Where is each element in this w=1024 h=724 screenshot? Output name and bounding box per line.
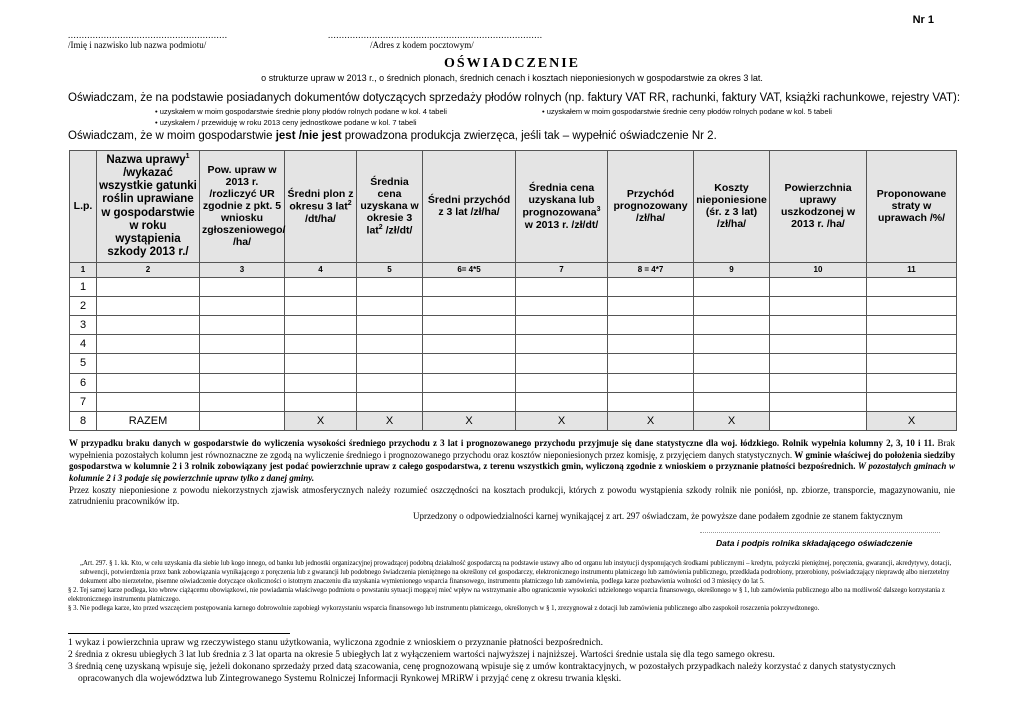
column-number-9: 9 [694, 262, 770, 277]
confirmation-statement: Uprzedzony o odpowiedzialności karnej wynikającej z art. 297 oświadczam, że powyższe dane podałem zgodnie ze stanem faktycznym [413, 511, 903, 521]
bullet-yields[interactable]: • uzyskałem w moim gospodarstwie średnie plony płodów rolnych podane w kol. 4 tabeli [155, 107, 447, 116]
table-cell[interactable] [516, 392, 608, 411]
address-field-label: /Adres z kodem pocztowym/ [370, 40, 474, 50]
row-number: 1 [70, 277, 97, 296]
signature-line[interactable] [700, 532, 940, 533]
table-cell[interactable] [867, 296, 957, 315]
column-number-8: 8 = 4*7 [608, 262, 694, 277]
bullet-unit-prices[interactable]: • uzyskałem / przewiduję w roku 2013 ceny jednostkowe podane w kol. 7 tabeli [155, 118, 417, 127]
notes-bold-1: W przypadku braku danych w gospodarstwie do wyliczenia wysokości średniego przychodu z 3 lat i prognozowanego przychodu przyjmuje się dane statystyczne dla woj. łódzkiego. Rolnik wypełnia kolumny 2, 3, 10 i 11. [69, 438, 935, 448]
column-number-6: 6= 4*5 [423, 262, 516, 277]
row-number: 6 [70, 373, 97, 392]
table-cell[interactable] [285, 392, 357, 411]
table-cell[interactable] [608, 315, 694, 334]
notes-paragraph-2: Przez koszty nieponiesione z powodu niekorzystnych zjawisk atmosferycznych należy rozumieć oszczędności na kosztach produkcji, których z powodu wystąpienia szkody rolnik nie poniósł, np. zbiorze, transporcie, magazynowaniu, nie zatrudnieniu pracowników itp. [69, 484, 955, 507]
table-cell[interactable] [357, 392, 423, 411]
table-cell[interactable] [608, 296, 694, 315]
name-field-dots[interactable]: .......................................................... [68, 30, 228, 40]
table-cell[interactable] [357, 277, 423, 296]
table-cell[interactable] [285, 335, 357, 354]
table-cell[interactable] [770, 373, 867, 392]
table-cell[interactable] [867, 335, 957, 354]
table-cell[interactable] [423, 392, 516, 411]
table-cell[interactable] [97, 335, 200, 354]
column-header-8: Przychód prognozowany /zł/ha/ [608, 151, 694, 263]
row-number: 4 [70, 335, 97, 354]
total-cell[interactable] [200, 411, 285, 430]
table-cell[interactable] [867, 277, 957, 296]
column-header-5: Średnia cena uzyskana w okresie 3 lat$^2$ /zł/dt/ [357, 151, 423, 263]
table-cell[interactable] [608, 277, 694, 296]
document-number: Nr 1 [912, 14, 934, 26]
table-cell[interactable] [694, 296, 770, 315]
table-cell[interactable] [867, 373, 957, 392]
total-cell: X [423, 411, 516, 430]
column-number-7: 7 [516, 262, 608, 277]
row-number: 3 [70, 315, 97, 334]
table-cell[interactable] [97, 392, 200, 411]
total-cell: X [608, 411, 694, 430]
total-cell: X [516, 411, 608, 430]
table-cell[interactable] [285, 296, 357, 315]
column-header-7: Średnia cena uzyskana lub prognozowana$^3$ w 2013 r. /zł/dt/ [516, 151, 608, 263]
column-header-3: Pow. upraw w 2013 r. /rozliczyć UR zgodnie z pkt. 5 wniosku zgłoszeniowego/ /ha/ [200, 151, 285, 263]
signature-label: Data i podpis rolnika składającego oświadczenie [716, 538, 913, 548]
table-cell[interactable] [516, 315, 608, 334]
footnote-rule [68, 633, 290, 634]
column-header-2: Nazwa uprawy$^1$ /wykazać wszystkie gatunki roślin uprawiane w gospodarstwie w roku wystąpienia szkody 2013 r./ [97, 151, 200, 263]
table-cell[interactable] [770, 354, 867, 373]
table-cell[interactable] [867, 354, 957, 373]
legal-art-297: „Art. 297. § 1. kk. Kto, w celu uzyskania dla siebie lub kogo innego, od banku lub jednostki organizacyjnej prowadzącej podobną działalność gospodarczą na podstawie ustawy albo od organu lub instytucji dysponujących środkami publicznymi – kredytu, pożyczki pieniężnej, poręczenia, gwarancji, akredytywy, dotacji, subwencji, potwierdzenia przez bank zobowiązania wynikającego z poręczenia lub z gwarancji lub podobnego świadczenia pieniężnego na określony cel gospodarczy, elektronicznego instrumentu płatniczego lub zamówienia publicznego, przedkłada podrobiony, przerobiony, poświadczający nieprawdę albo nierzetelny dokument albo nierzetelne, pisemne oświadczenie dotyczące okoliczności o istotnym znaczeniu dla uzyskania wymienionego wsparcia finansowego, instrumentu płatniczego lub zamówienia, podlega karze pozbawienia wolności od 3 miesięcy do lat 5. [80, 560, 952, 585]
table-cell[interactable] [97, 354, 200, 373]
footnote-3-continued: opracowanych dla województwa lub Zintegrowanego Systemu Rolniczej Informacji Rynkowej MRiRW i przyjąć cenę z okresu trwania klęski. [78, 673, 622, 684]
table-cell[interactable] [608, 335, 694, 354]
table-cell[interactable] [97, 373, 200, 392]
column-numbers-row [70, 262, 957, 277]
table-cell[interactable] [694, 277, 770, 296]
table-cell[interactable] [694, 335, 770, 354]
address-field-dots[interactable]: .............................................................................. [328, 30, 543, 40]
table-cell[interactable] [97, 296, 200, 315]
table-cell[interactable] [770, 277, 867, 296]
table-row [70, 296, 957, 315]
notes-paragraph-1 [69, 438, 955, 485]
page-title: OŚWIADCZENIE [443, 56, 581, 71]
table-cell[interactable] [200, 315, 285, 334]
column-header-1: L.p. [70, 151, 97, 263]
bullet-unit-prices-text: uzyskałem / przewiduję w roku 2013 ceny jednostkowe podane w kol. 7 tabeli [159, 118, 417, 127]
column-header-10: Powierzchnia uprawy uszkodzonej w 2013 r. /ha/ [770, 151, 867, 263]
table-cell[interactable] [770, 392, 867, 411]
total-cell[interactable] [770, 411, 867, 430]
column-number-10: 10 [770, 262, 867, 277]
table-cell[interactable] [200, 392, 285, 411]
table-cell[interactable] [423, 335, 516, 354]
total-label: RAZEM [97, 411, 200, 430]
column-number-11: 11 [867, 262, 957, 277]
table-cell[interactable] [423, 277, 516, 296]
column-header-9: Koszty nieponiesione (śr. z 3 lat) /zł/ha/ [694, 151, 770, 263]
table-cell[interactable] [770, 296, 867, 315]
table-cell[interactable] [357, 296, 423, 315]
table-row [70, 392, 957, 411]
declaration-livestock-option[interactable]: jest /nie jest [275, 130, 342, 142]
declaration-sales: Oświadczam, że na podstawie posiadanych dokumentów dotyczących sprzedaży płodów rolnych (np. faktury VAT RR, rachunki, faktury VAT, książki rachunkowe, rejestry VAT): [68, 92, 961, 104]
table-cell[interactable] [516, 373, 608, 392]
table-cell[interactable] [608, 354, 694, 373]
table-cell[interactable] [200, 335, 285, 354]
column-number-2: 2 [97, 262, 200, 277]
table-cell[interactable] [608, 373, 694, 392]
table-cell[interactable] [694, 392, 770, 411]
table-cell[interactable] [867, 392, 957, 411]
table-row [70, 335, 957, 354]
table-row [70, 315, 957, 334]
row-number: 2 [70, 296, 97, 315]
table-cell[interactable] [516, 296, 608, 315]
row-number: 5 [70, 354, 97, 373]
table-cell[interactable] [423, 296, 516, 315]
table-cell[interactable] [423, 373, 516, 392]
footnote-3: 3 średnią cenę uzyskaną wpisuje się, jeżeli dokonano sprzedaży przed datą szacowania, cenę prognozowaną wpisuje się z umów kontraktacyjnych, w pozostałych przypadkach należy korzystać z danych statystycznych [68, 661, 896, 672]
notes-italic-1: W pozostałych gminach w kolumnie 2 i 3 podaje się powierzchnie upraw tylko z danej gminy. [69, 461, 955, 484]
row-number: 7 [70, 392, 97, 411]
notes-section [69, 438, 955, 508]
legal-paragraph-3: § 3. Nie podlega karze, kto przed wszczęciem postępowania karnego dobrowolnie zapobiegł wykorzystaniu wsparcia finansowego lub instrumentu płatniczego, określonych w § 1, zrezygnował z dotacji lub zamówienia publicznego albo zaspokoił roszczenia pokrzywdzonego. [68, 604, 820, 612]
table-cell[interactable] [97, 315, 200, 334]
table-cell[interactable] [285, 277, 357, 296]
name-field-label: /Imię i nazwisko lub nazwa podmiotu/ [68, 40, 207, 50]
table-cell[interactable] [867, 315, 957, 334]
table-cell[interactable] [357, 354, 423, 373]
bullet-prices[interactable]: • uzyskałem w moim gospodarstwie średnie ceny płodów rolnych podane w kol. 5 tabeli [542, 107, 832, 116]
footnote-1: 1 wykaz i powierzchnia upraw wg rzeczywistego stanu użytkowania, wyliczona zgodnie z wnioskiem o przyznanie płatności bezpośrednich. [68, 638, 603, 648]
crop-table [69, 150, 957, 431]
table-row [70, 373, 957, 392]
table-cell[interactable] [770, 335, 867, 354]
notes-normal-1: Brak wypełnienia pozostałych kolumn jest równoznaczne ze zgodą na wyliczenie średniego i prognozowanego przychodu oraz kosztów nieponiesionych przez komisję, z przyjęciem danych statystycznych. [69, 438, 955, 460]
column-number-1: 1 [70, 262, 97, 277]
footnotes [68, 638, 958, 686]
bullet-prices-text: uzyskałem w moim gospodarstwie średnie ceny płodów rolnych podane w kol. 5 tabeli [546, 107, 832, 116]
table-cell[interactable] [694, 315, 770, 334]
page-subtitle: o strukturze upraw w 2013 r., o średnich plonach, średnich cenach i kosztach nieponiesionych w gospodarstwie za okres 3 lat. [261, 73, 763, 83]
table-cell[interactable] [516, 354, 608, 373]
total-cell: X [285, 411, 357, 430]
table-cell[interactable] [285, 354, 357, 373]
declaration-livestock-suffix: prowadzona produkcja zwierzęca, jeśli tak – wypełnić oświadczenie Nr 2. [341, 130, 717, 142]
table-cell[interactable] [694, 373, 770, 392]
table-cell[interactable] [97, 277, 200, 296]
table-row [70, 277, 957, 296]
table-cell[interactable] [423, 315, 516, 334]
table-cell[interactable] [200, 373, 285, 392]
column-header-4: Średni plon z okresu 3 lat$^2$ /dt/ha/ [285, 151, 357, 263]
legal-paragraph-2: § 2. Tej samej karze podlega, kto wbrew ciążącemu obowiązkowi, nie powiadamia właściwego podmiotu o powstaniu sytuacji mogącej mieć wpływ na wstrzymanie albo ograniczenie wysokości udzielonego wsparcia finansowego, określonego w § 1, lub zamówienia publicznego albo na możliwość dalszego korzystania z elektronicznego instrumentu płatniczego. [68, 586, 945, 603]
total-cell: X [867, 411, 957, 430]
column-header-11: Proponowane straty w uprawach /%/ [867, 151, 957, 263]
total-row [70, 411, 957, 430]
declaration-livestock-prefix: Oświadczam, że w moim gospodarstwie [68, 130, 276, 142]
footnote-2: 2 średnia z okresu ubiegłych 3 lat lub średnia z 3 lat oparta na okresie 5 ubiegłych lat z wyłączeniem wartości najwyższej i najniższej. Wartości średnie ustala się dla tego samego okresu. [68, 649, 775, 660]
table-header-row [70, 151, 957, 263]
table-cell[interactable] [357, 315, 423, 334]
table-cell[interactable] [357, 335, 423, 354]
total-cell: 8 [70, 411, 97, 430]
table-cell[interactable] [200, 354, 285, 373]
column-number-5: 5 [357, 262, 423, 277]
table-cell[interactable] [694, 354, 770, 373]
table-cell[interactable] [608, 392, 694, 411]
table-cell[interactable] [200, 277, 285, 296]
notes-bold-2: W gminie właściwej do położenia siedziby gospodarstwa w kolumnie 2 i 3 rolnik zobowiązany jest podać powierzchnie upraw z całego gospodarstwa, z terenu wszystkich gmin, wyliczoną zgodnie z wnioskiem o przyznanie płatności bezpośrednich. [69, 449, 956, 472]
column-number-4: 4 [285, 262, 357, 277]
table-row [70, 354, 957, 373]
table-cell[interactable] [770, 315, 867, 334]
total-cell: X [357, 411, 423, 430]
table-cell[interactable] [516, 277, 608, 296]
table-cell[interactable] [423, 354, 516, 373]
table-cell[interactable] [516, 335, 608, 354]
column-number-3: 3 [200, 262, 285, 277]
total-cell: X [694, 411, 770, 430]
column-header-6: Średni przychód z 3 lat /zł/ha/ [423, 151, 516, 263]
table-cell[interactable] [200, 296, 285, 315]
legal-text [68, 560, 958, 614]
table-cell[interactable] [357, 373, 423, 392]
table-cell[interactable] [285, 315, 357, 334]
bullet-yields-text: uzyskałem w moim gospodarstwie średnie plony płodów rolnych podane w kol. 4 tabeli [159, 107, 447, 116]
table-cell[interactable] [285, 373, 357, 392]
declaration-livestock [68, 130, 717, 142]
